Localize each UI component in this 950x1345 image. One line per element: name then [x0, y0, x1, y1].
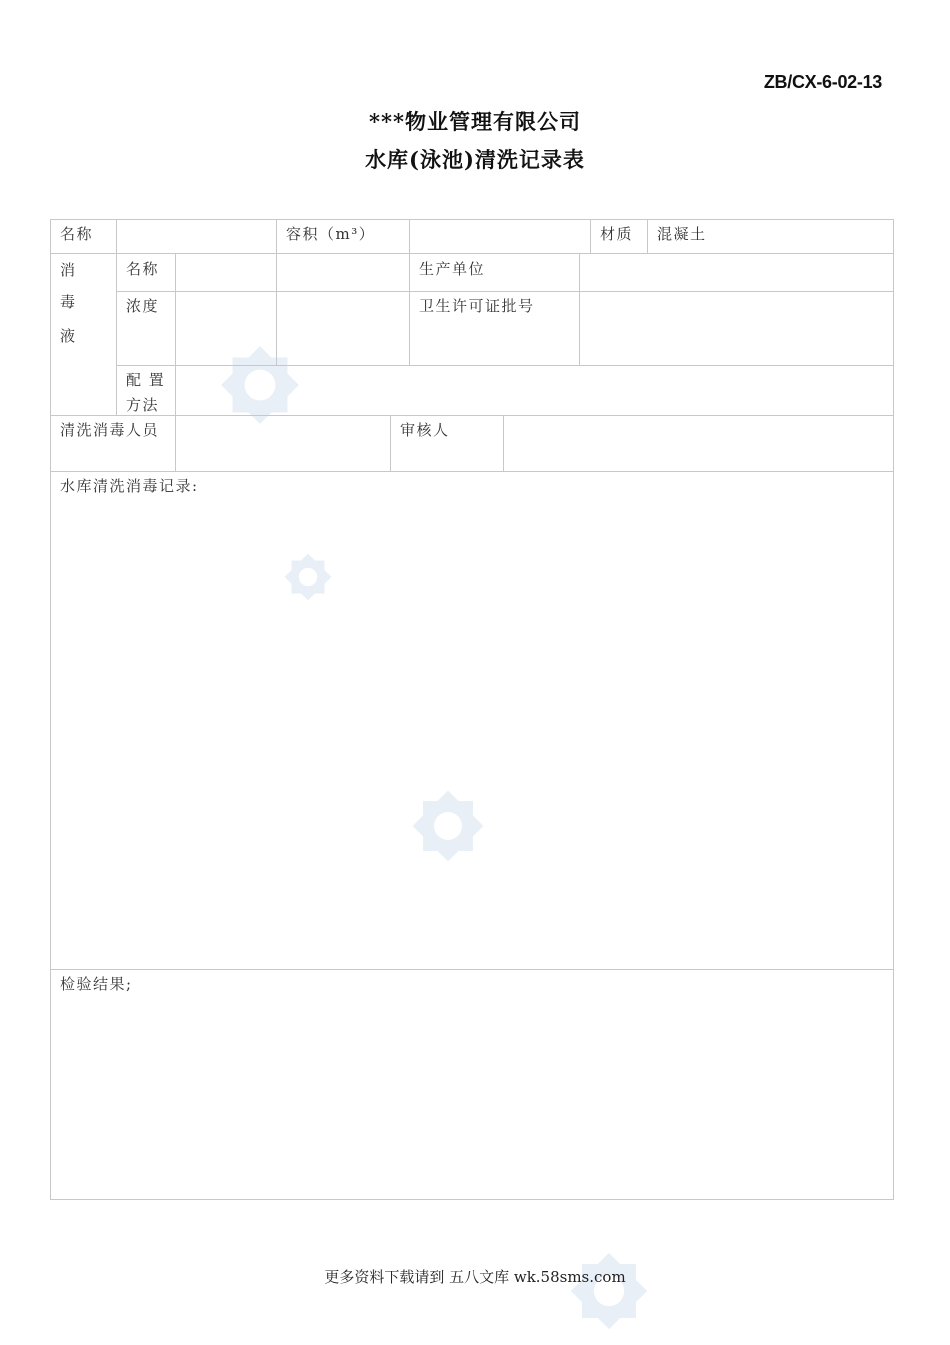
reviewer-label: 审核人 — [400, 421, 450, 439]
staff-label: 清洗消毒人员 — [60, 421, 160, 439]
disinfectant-name-label: 名称 — [126, 260, 160, 278]
volume-label: 容积（m³） — [286, 225, 376, 243]
disinfectant-group-label: 液 — [60, 327, 77, 345]
record-form-table — [50, 219, 894, 1200]
watermark-flower-icon — [555, 1237, 663, 1345]
form-title: 水库(泳池)清洗记录表 — [365, 147, 585, 172]
record-label: 水库清洗消毒记录: — [60, 477, 199, 495]
disinfectant-group-label: 消 — [60, 261, 77, 279]
method-label: 配 置 — [126, 371, 166, 389]
disinfectant-group-label: 毒 — [60, 293, 77, 311]
permit-label: 卫生许可证批号 — [419, 297, 535, 315]
material-label: 材质 — [600, 225, 634, 243]
concentration-label: 浓度 — [126, 297, 160, 315]
result-label: 检验结果; — [60, 975, 133, 993]
name-label: 名称 — [60, 225, 94, 243]
manufacturer-label: 生产单位 — [419, 260, 486, 278]
footer-text: 更多资料下载请到 五八文库 wk.58sms.com — [324, 1268, 626, 1286]
material-value: 混凝土 — [657, 225, 707, 243]
method-label: 方法 — [126, 396, 160, 414]
company-name: ***物业管理有限公司 — [369, 109, 581, 134]
document-code: ZB/CX-6-02-13 — [763, 72, 882, 92]
